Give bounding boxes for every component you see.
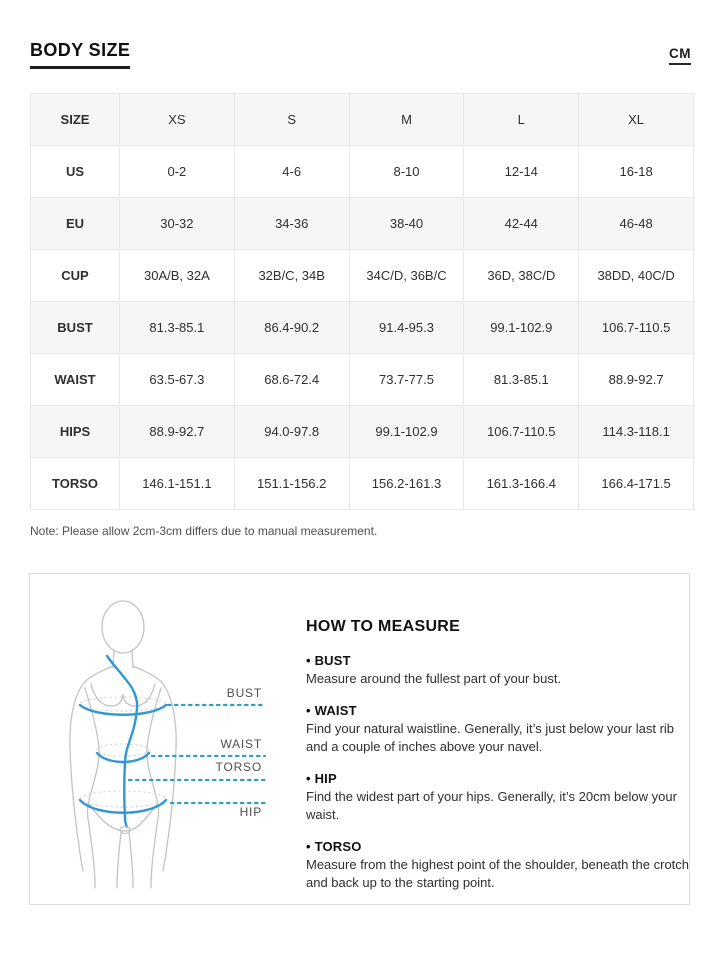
table-cell: 46-48: [579, 198, 694, 250]
row-label: CUP: [31, 250, 120, 302]
table-cell: 12-14: [464, 146, 579, 198]
table-cell: 86.4-90.2: [234, 302, 349, 354]
col-header-l: L: [464, 94, 579, 146]
table-cell: 34-36: [234, 198, 349, 250]
table-cell: 81.3-85.1: [464, 354, 579, 406]
table-row-us: [31, 146, 694, 198]
measure-item-name: • BUST: [306, 653, 690, 668]
table-cell: 99.1-102.9: [464, 302, 579, 354]
table-row-eu: [31, 198, 694, 250]
table-cell: 106.7-110.5: [579, 302, 694, 354]
table-cell: 146.1-151.1: [120, 458, 235, 510]
table-header-row: [31, 94, 694, 146]
table-row-waist: [31, 354, 694, 406]
col-header-m: M: [349, 94, 464, 146]
table-cell: 63.5-67.3: [120, 354, 235, 406]
table-cell: 32B/C, 34B: [234, 250, 349, 302]
table-cell: 0-2: [120, 146, 235, 198]
how-to-measure-title: HOW TO MEASURE: [306, 618, 461, 635]
unit-toggle-cm[interactable]: CM: [669, 46, 691, 65]
diagram-label-hip: HIP: [239, 805, 262, 819]
measure-item-description: Measure around the fullest part of your bust.: [306, 671, 562, 686]
how-to-measure-section: [306, 618, 690, 907]
col-header-size: SIZE: [31, 94, 120, 146]
table-cell: 161.3-166.4: [464, 458, 579, 510]
diagram-label-bust: BUST: [226, 686, 262, 700]
row-label: TORSO: [31, 458, 120, 510]
row-label: EU: [31, 198, 120, 250]
table-cell: 81.3-85.1: [120, 302, 235, 354]
row-label: BUST: [31, 302, 120, 354]
measure-item-waist: [306, 703, 690, 756]
table-cell: 34C/D, 36B/C: [349, 250, 464, 302]
table-cell: 16-18: [579, 146, 694, 198]
measure-item-torso: [306, 839, 690, 892]
table-cell: 8-10: [349, 146, 464, 198]
table-cell: 38-40: [349, 198, 464, 250]
table-cell: 114.3-118.1: [579, 406, 694, 458]
table-cell: 91.4-95.3: [349, 302, 464, 354]
measure-item-hip: [306, 771, 690, 824]
table-cell: 73.7-77.5: [349, 354, 464, 406]
table-row-cup: [31, 250, 694, 302]
table-cell: 30A/B, 32A: [120, 250, 235, 302]
table-cell: 38DD, 40C/D: [579, 250, 694, 302]
table-cell: 151.1-156.2: [234, 458, 349, 510]
table-cell: 88.9-92.7: [120, 406, 235, 458]
how-to-measure-panel: [29, 573, 690, 905]
diagram-label-waist: WAIST: [220, 737, 262, 751]
table-cell: 94.0-97.8: [234, 406, 349, 458]
measure-item-name: • HIP: [306, 771, 690, 786]
table-cell: 88.9-92.7: [579, 354, 694, 406]
col-header-xs: XS: [120, 94, 235, 146]
table-row-torso: [31, 458, 694, 510]
page-title: BODY SIZE: [30, 40, 130, 69]
size-table: [30, 93, 694, 510]
col-header-s: S: [234, 94, 349, 146]
table-cell: 68.6-72.4: [234, 354, 349, 406]
table-cell: 166.4-171.5: [579, 458, 694, 510]
measure-item-name: • TORSO: [306, 839, 690, 854]
measure-item-description: Find your natural waistline. Generally, it’s just below your last rib and a couple of inches above your navel.: [306, 720, 675, 754]
table-row-bust: [31, 302, 694, 354]
row-label: US: [31, 146, 120, 198]
measure-item-description: Find the widest part of your hips. Generally, it’s 20cm below your waist.: [306, 788, 677, 822]
table-cell: 156.2-161.3: [349, 458, 464, 510]
table-cell: 36D, 38C/D: [464, 250, 579, 302]
measure-item-description: Measure from the highest point of the shoulder, beneath the crotch and back up to the starting point.: [306, 856, 690, 890]
diagram-label-torso: TORSO: [215, 760, 262, 774]
table-row-hips: [31, 406, 694, 458]
measurement-note: Note: Please allow 2cm-3cm differs due to manual measurement.: [30, 524, 378, 538]
col-header-xl: XL: [579, 94, 694, 146]
table-cell: 42-44: [464, 198, 579, 250]
table-cell: 99.1-102.9: [349, 406, 464, 458]
row-label: WAIST: [31, 354, 120, 406]
table-cell: 106.7-110.5: [464, 406, 579, 458]
table-cell: 4-6: [234, 146, 349, 198]
table-cell: 30-32: [120, 198, 235, 250]
row-label: HIPS: [31, 406, 120, 458]
measure-item-bust: [306, 653, 690, 688]
measure-item-name: • WAIST: [306, 703, 690, 718]
